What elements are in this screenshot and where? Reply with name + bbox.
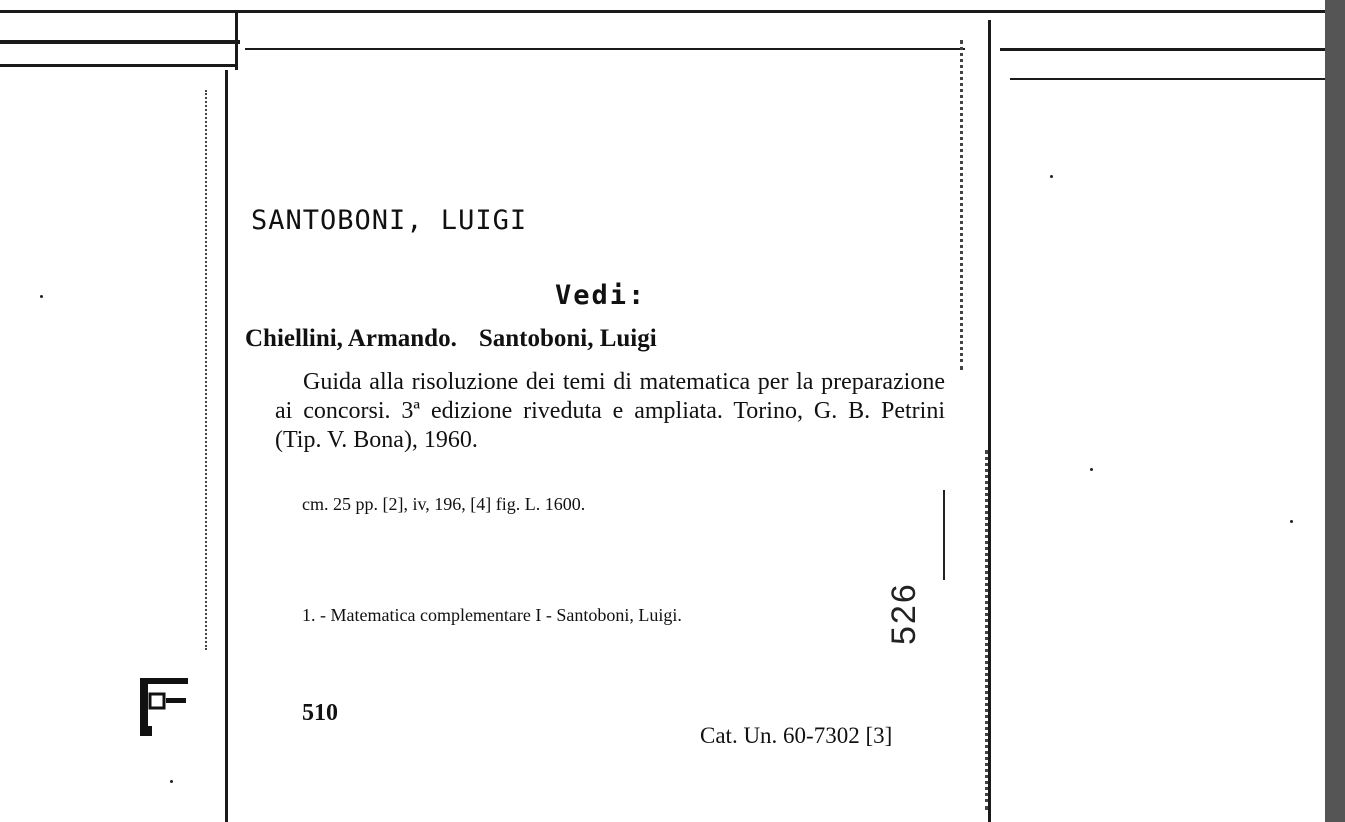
see-reference-label: Vedi:: [555, 280, 647, 311]
scan-speck: [1050, 175, 1053, 178]
scan-noise-column-2: [985, 450, 991, 810]
scan-far-right-edge: [1325, 0, 1345, 822]
entry-coauthor: Santoboni, Luigi: [478, 325, 657, 352]
scan-left-tab-edge: [235, 10, 238, 70]
scan-border-top: [0, 10, 1345, 13]
entry-collation: cm. 25 pp. [2], iv, 196, [4] fig. L. 1600.: [302, 494, 586, 514]
entry-author: Chiellini, Armando.: [245, 325, 457, 352]
scan-noise-column-3: [205, 90, 210, 650]
library-mark-icon: [138, 676, 190, 738]
scan-speck: [170, 780, 173, 783]
scan-speck: [40, 295, 43, 298]
scan-left-card-edge: [225, 70, 228, 822]
scan-speck: [1090, 468, 1093, 471]
entry-subjects: 1. - Matematica complementare I - Santoboni, Luigi.: [302, 605, 682, 625]
scan-right-card-top2: [1010, 78, 1325, 80]
catalog-card: [245, 45, 965, 822]
scan-border-left-tab-bottom: [0, 64, 235, 67]
scan-border-left-tab: [0, 40, 240, 44]
stamp-number: 526: [885, 582, 923, 645]
scan-speck: [1290, 520, 1293, 523]
catalog-number: Cat. Un. 60-7302 [3]: [700, 723, 893, 748]
entry-heading: [245, 325, 657, 353]
card-heading: SANTOBONI, LUIGI: [251, 205, 528, 236]
entry-description: Guida alla risoluzione dei temi di matematica per la preparazione ai concorsi. 3ª edizione riveduta e ampliata. Torino, G. B. Petrini (Tip. V. Bona), 1960.: [275, 369, 945, 453]
card-right-rule: [943, 490, 945, 580]
scan-right-card-top: [1000, 48, 1325, 51]
class-number: 510: [302, 700, 338, 726]
